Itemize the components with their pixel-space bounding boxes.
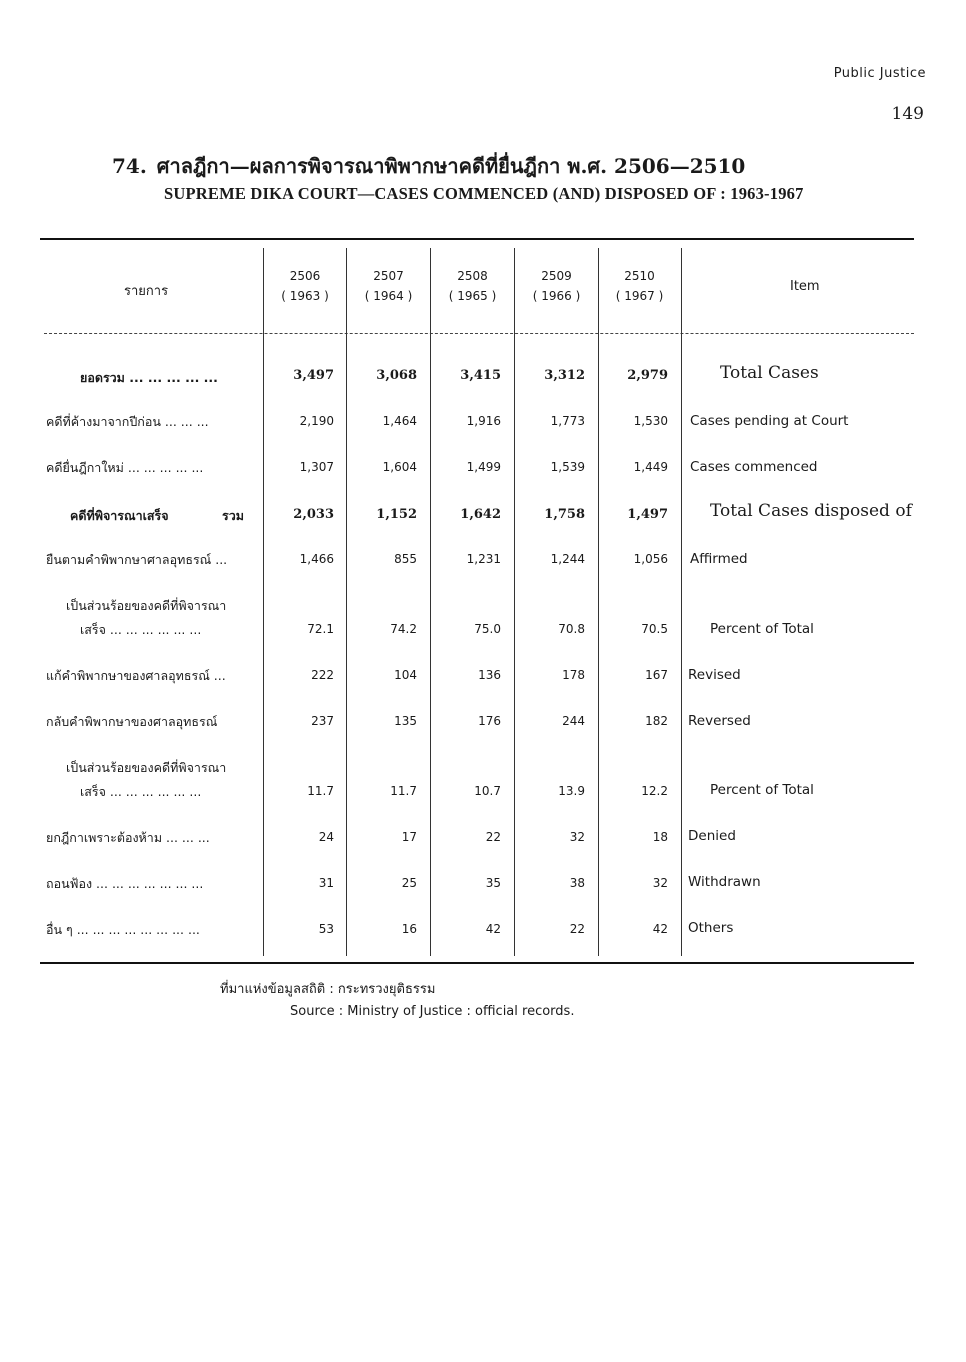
table-cell: 2,190: [299, 414, 334, 428]
row-label-english: Cases pending at Court: [690, 413, 849, 429]
table-cell: 1,497: [627, 507, 668, 522]
table-cell: 237: [311, 714, 334, 728]
table-cell: 24: [318, 830, 334, 844]
table-cell: 1,530: [633, 414, 668, 428]
table-cell: 25: [401, 876, 417, 890]
year-be: 2509: [541, 269, 572, 283]
table-title-english: SUPREME DIKA COURT—CASES COMMENCED (AND) DISPOSED OF : 1963-1967: [164, 184, 804, 203]
table-cell: 35: [485, 876, 501, 890]
table-cell: 1,466: [299, 552, 334, 566]
year-ce: ( 1964 ): [364, 289, 413, 303]
row-label-english: Others: [688, 920, 734, 936]
row-label-thai: คดีที่พิจารณาเสร็จ: [70, 508, 169, 523]
table-cell: 70.8: [558, 622, 585, 636]
year-be: 2508: [457, 269, 488, 283]
source-note-thai: ที่มาแห่งข้อมูลสถิติ : กระทรวงยุติธรรม: [220, 982, 436, 997]
table-cell: 32: [569, 830, 585, 844]
row-label-thai: อื่น ๆ ... ... ... ... ... ... ... ...: [46, 922, 200, 937]
column-divider: [263, 248, 264, 956]
row-label-thai: แก้คำพิพากษาของศาลอุทธรณ์ ...: [46, 668, 226, 683]
table-cell: 42: [652, 922, 668, 936]
table-cell: 2,979: [627, 368, 668, 383]
table-cell: 167: [645, 668, 668, 682]
column-divider: [346, 248, 347, 956]
table-cell: 1,539: [550, 460, 585, 474]
row-label-english: Total Cases: [720, 363, 819, 383]
table-cell: 13.9: [558, 784, 585, 798]
item-header-english: Item: [790, 279, 820, 294]
year-header: [266, 266, 344, 306]
year-ce: ( 1963 ): [281, 289, 329, 303]
year-be: 2507: [373, 269, 404, 283]
table-cell: 1,152: [376, 507, 417, 522]
table-cell: 11.7: [307, 784, 334, 798]
table-cell: 1,916: [466, 414, 501, 428]
table-cell: 12.2: [641, 784, 668, 798]
year-ce: ( 1966 ): [532, 289, 581, 303]
row-label-thai-line2: เสร็จ ... ... ... ... ... ...: [80, 622, 202, 637]
table-cell: 182: [645, 714, 668, 728]
item-header-thai: รายการ: [124, 284, 169, 299]
bottom-rule: [40, 962, 914, 964]
page-number: 149: [891, 104, 924, 124]
table-cell: 178: [562, 668, 585, 682]
table-cell: 1,499: [466, 460, 501, 474]
table-number: 74.: [112, 154, 147, 178]
table-cell: 75.0: [474, 622, 501, 636]
row-label-thai: คดีที่ค้างมาจากปีก่อน ... ... ...: [46, 414, 209, 429]
table-cell: 70.5: [641, 622, 668, 636]
table-cell: 3,497: [293, 368, 334, 383]
table-cell: 3,312: [544, 368, 585, 383]
table-cell: 22: [485, 830, 501, 844]
header-rule: [44, 333, 914, 334]
row-label-thai: คดียื่นฎีกาใหม่ ... ... ... ... ...: [46, 460, 204, 475]
row-label-thai-line2: เสร็จ ... ... ... ... ... ...: [80, 784, 202, 799]
row-label-english: Revised: [688, 667, 741, 683]
table-cell: 22: [569, 922, 585, 936]
year-header: [517, 266, 596, 306]
row-label-english: Cases commenced: [690, 459, 818, 475]
column-divider: [681, 248, 682, 956]
row-label-english: Denied: [688, 828, 736, 844]
table-cell: 17: [401, 830, 417, 844]
table-cell: 2,033: [293, 507, 334, 522]
table-cell: 42: [485, 922, 501, 936]
table-cell: 1,231: [466, 552, 501, 566]
running-head: Public Justice: [833, 66, 926, 81]
source-note-english: Source : Ministry of Justice : official records.: [290, 1004, 575, 1019]
table-cell: 1,464: [382, 414, 417, 428]
year-be: 2506: [289, 269, 321, 283]
table-cell: 1,307: [299, 460, 334, 474]
row-label-thai: กลับคำพิพากษาของศาลอุทธรณ์: [46, 714, 218, 729]
column-divider: [514, 248, 515, 956]
table-cell: 10.7: [474, 784, 501, 798]
row-label-english: Total Cases disposed of: [710, 501, 912, 521]
row-label-thai: ยอดรวม ... ... ... ... ...: [80, 370, 218, 385]
table-cell: 1,244: [550, 552, 585, 566]
table-cell: 3,415: [460, 368, 501, 383]
row-label-english: Withdrawn: [688, 874, 761, 890]
table-cell: 16: [401, 922, 417, 936]
year-header: [433, 266, 512, 306]
table-cell: 104: [394, 668, 417, 682]
row-label-thai: เป็นส่วนร้อยของคดีที่พิจารณา: [66, 760, 227, 775]
row-label-thai: ยืนตามคำพิพากษาศาลอุทธรณ์ ...: [46, 552, 228, 567]
table-cell: 18: [652, 830, 668, 844]
table-cell: 74.2: [390, 622, 417, 636]
row-label-english: Percent of Total: [710, 621, 814, 637]
row-label-english: Reversed: [688, 713, 751, 729]
table-cell: 72.1: [307, 622, 334, 636]
table-cell: 176: [478, 714, 501, 728]
table-cell: 3,068: [376, 368, 417, 383]
column-divider: [430, 248, 431, 956]
table-cell: 136: [478, 668, 501, 682]
table-title-thai: [112, 150, 745, 182]
table-cell: 1,056: [633, 552, 668, 566]
row-label-thai: ถอนฟ้อง ... ... ... ... ... ... ...: [46, 876, 204, 891]
year-ce: ( 1967 ): [615, 289, 664, 303]
table-cell: 244: [562, 714, 585, 728]
table-cell: 1,758: [544, 507, 585, 522]
year-be: 2510: [624, 269, 655, 283]
table-title-thai-text: ศาลฎีกา—ผลการพิจารณาพิพากษาคดีที่ยื่นฎีกา พ.ศ. 2506—2510: [156, 154, 746, 178]
year-header: [600, 266, 679, 306]
row-label-english: Percent of Total: [710, 782, 814, 798]
table-cell: 11.7: [390, 784, 417, 798]
table-cell: 38: [569, 876, 585, 890]
table-cell: 135: [394, 714, 417, 728]
row-label-thai: ยกฎีกาเพราะต้องห้าม ... ... ...: [46, 830, 210, 845]
table-cell: 855: [394, 552, 417, 566]
table-cell: 222: [311, 668, 334, 682]
table-cell: 1,773: [550, 414, 585, 428]
year-header: [349, 266, 428, 306]
year-ce: ( 1965 ): [448, 289, 497, 303]
row-label-thai-suffix: รวม: [222, 508, 244, 523]
table-cell: 31: [318, 876, 334, 890]
table-cell: 53: [318, 922, 334, 936]
table-cell: 1,604: [382, 460, 417, 474]
column-divider: [598, 248, 599, 956]
top-rule: [40, 238, 914, 240]
table-cell: 32: [652, 876, 668, 890]
row-label-english: Affirmed: [690, 551, 748, 567]
table-cell: 1,642: [460, 507, 501, 522]
row-label-thai: เป็นส่วนร้อยของคดีที่พิจารณา: [66, 598, 227, 613]
table-cell: 1,449: [633, 460, 668, 474]
